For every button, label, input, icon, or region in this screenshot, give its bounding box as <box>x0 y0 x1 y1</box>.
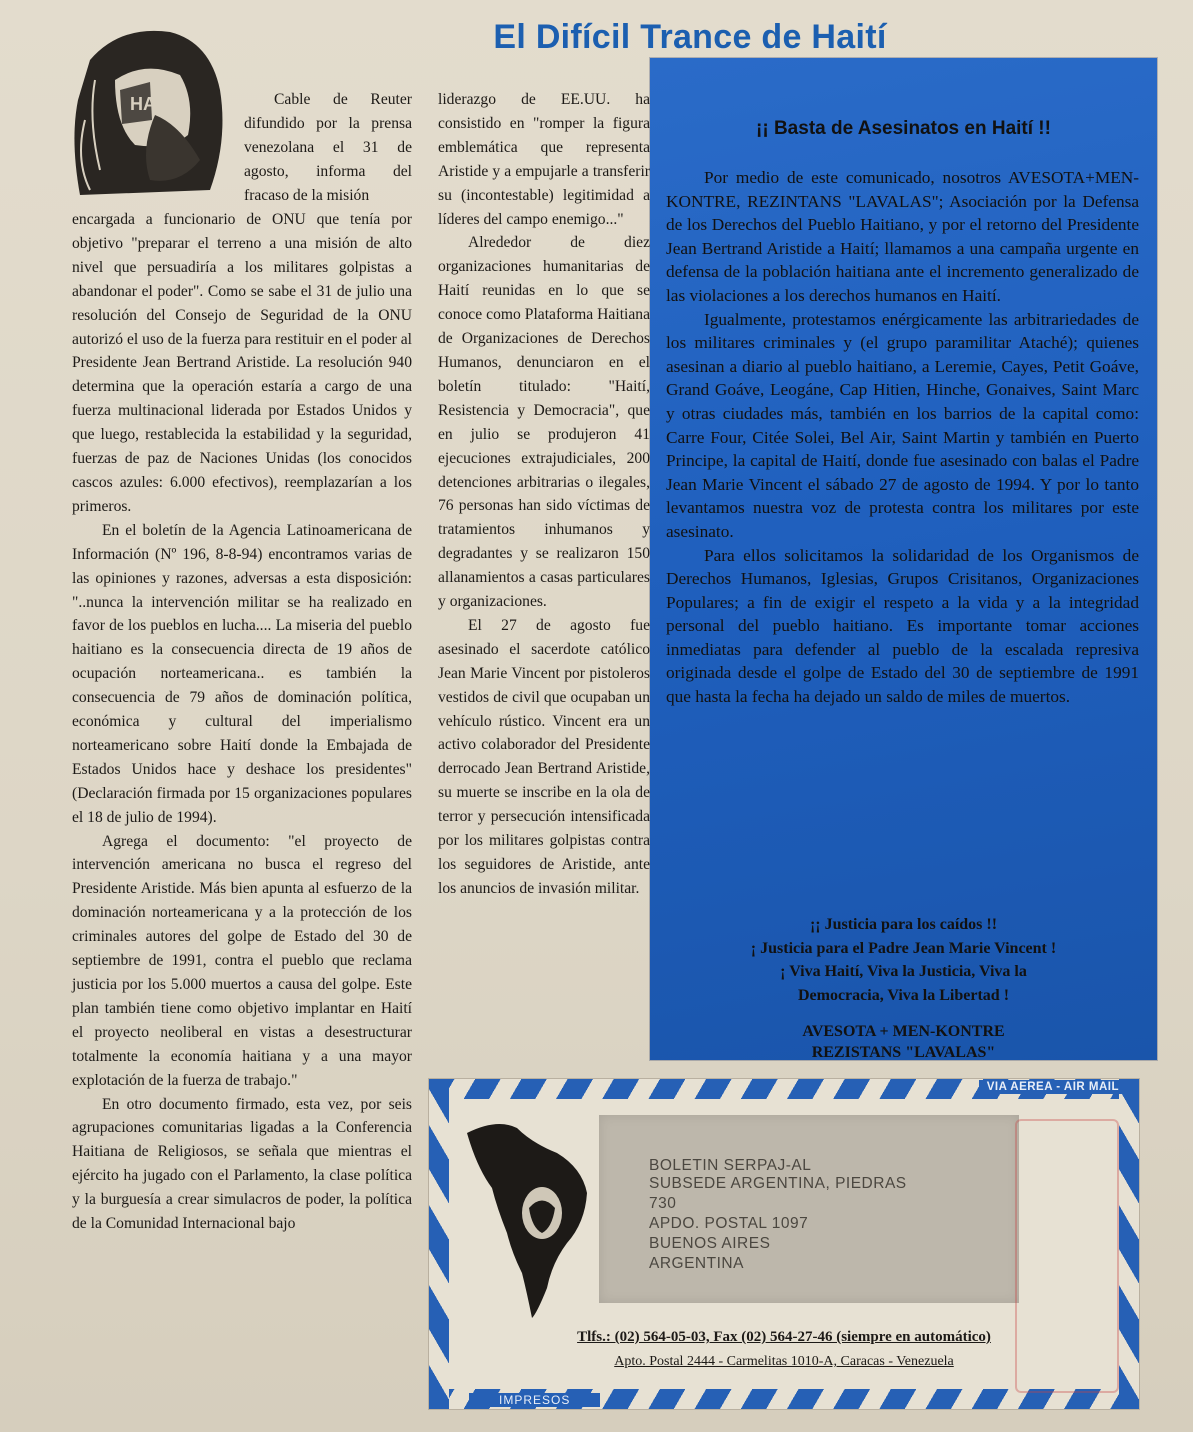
signature-line: REZISTANS "LAVALAS" <box>811 1044 996 1061</box>
slogan: ¡¡ Justicia para los caídos !! <box>809 916 998 933</box>
address-line: SUBSEDE ARGENTINA, PIEDRAS <box>649 1175 907 1192</box>
svg-text:HAITI: HAITI <box>130 94 177 114</box>
paragraph: Igualmente, protestamos enérgicamente las arbitrariedades de los militares criminales y (el grupo paramilitar Ataché); quienes asesinan a diario al pueblo haitiano, a Leremie, Cayes, Petit Goáve, Grand Goáve, Leogáne, Cap Hitien, Hinche, Gonaives, Saint Marc y otras ciudades más, también en los barrios de la capital como: Carre Four, Citée Solei, Bel Air, Saint Martin y también en Puerto Principe, la capital de Haití, donde fue asesinado con balas el Padre Jean Marie Vincent el sábado 27 de agosto de 1994. Y por lo tanto levantamos nuestra voz de protesta contra los militares por este asesinato. <box>666 309 1139 541</box>
communique-body <box>666 166 1139 709</box>
latin-america-map-logo <box>457 1113 597 1323</box>
address-line: 730 <box>649 1195 677 1212</box>
address-label <box>599 1115 1019 1303</box>
address-line: BUENOS AIRES <box>649 1235 771 1252</box>
paragraph: Por medio de este comunicado, nosotros AVESOTA+MEN-KONTRE, REZINTANS "LAVALAS"; Asociación por la Defensa de los Derechos del Pueblo Haitiano, y por el retorno del Presidente Jean Bertrand Aristide a Haití; llamamos a una campaña urgente en defensa de la población haitiana ante el incremento generalizado de las violaciones a los derechos humanos en Haití. <box>666 168 1139 305</box>
postage-meter-stamp <box>1015 1119 1119 1393</box>
airmail-label: VIA AEREA - AIR MAIL <box>979 1080 1127 1094</box>
signature <box>650 1021 1157 1063</box>
contact-phone: Tlfs.: (02) 564-05-03, Fax (02) 564-27-46 (siempre en automático) <box>577 1329 991 1345</box>
paragraph: Cable de Reuter difundido por la prensa venezolana el 31 de agosto, informa del fracaso de la misión <box>244 91 412 204</box>
slogan: ¡ Viva Haití, Viva la Justicia, Viva la <box>780 963 1027 980</box>
address-line: BOLETIN SERPAJ-AL <box>649 1157 812 1174</box>
address-line: ARGENTINA <box>649 1255 744 1272</box>
paragraph: En otro documento firmado, esta vez, por seis agrupaciones comunitarias ligadas a la Conferencia Haitiana de Religiosos, se señala que mientras el ejército ha jugado con el Parlamento, la clase política y la burguesía a crear simulacros de poder, la política de la Comunidad Internacional bajo <box>72 1095 412 1233</box>
haiti-figure-illustration <box>60 20 238 200</box>
communique-box <box>650 58 1157 1060</box>
slogans <box>650 913 1157 1007</box>
paragraph: El 27 de agosto fue asesinado el sacerdote católico Jean Marie Vincent por pistoleros vestidos de civil que ocupaban un vehículo rústico. Vincent era un activo colaborador del Presidente derrocado Jean Bertrand Aristide, su muerte se inscribe en la ola de terror y persecución intensificada por los militares golpistas contra los seguidores de Aristide, ante los anuncios de invasión militar. <box>438 616 650 897</box>
signature-line: AVESOTA + MEN-KONTRE <box>802 1023 1005 1040</box>
impresos-label: IMPRESOS <box>469 1393 600 1407</box>
paragraph: encargada a funcionario de ONU que tenía por objetivo "preparar el terreno a una misión de alto nivel que persuadiría a los militares golpistas a abandonar el poder". Como se sabe el 31 de julio una resolución del Consejo de Seguridad de la ONU autorizó el uso de la fuerza para restituir en el poder al Presidente Jean Bertrand Aristide. La resolución 940 determina que la operación estaría a cargo de una fuerza multinacional liderada por Estados Unidos y que luego, restablecida la estabilidad y la seguridad, fuerzas de paz de Naciones Unidas (los conocidos cascos azules: 6.000 efectivos), reemplazarían a los primeros. <box>72 211 412 515</box>
paragraph: Alrededor de diez organizaciones humanitarias de Haití reunidas en lo que se conoce como Plataforma Haitiana de Organizaciones de Derechos Humanos, denunciaron en el boletín titulado: "Haití, Resistencia y Democracia", que en julio se produjeron 41 ejecuciones extrajudiciales, 200 detenciones arbitrarias o ilegales, 76 personas han sido víctimas de tratamientos inhumanos y degradantes y se realizaron 150 allanamientos a casas particulares y organizaciones. <box>438 234 650 611</box>
address-line: APDO. POSTAL 1097 <box>649 1215 809 1232</box>
article-column-2 <box>438 88 650 901</box>
page-title: El Difícil Trance de Haití <box>493 18 887 56</box>
slogan: Democracia, Viva la Libertad ! <box>797 986 1010 1004</box>
contact-address: Apto. Postal 2444 - Carmelitas 1010-A, Caracas - Venezuela <box>614 1354 954 1369</box>
paragraph: En el boletín de la Agencia Latinoamericana de Información (Nº 196, 8-8-94) encontramos varias de las opiniones y razones, adversas a esta disposición: "..nunca la intervención militar se ha realizado en favor de los pueblos en lucha.... La miseria del pueblo haitiano es la consecuencia directa de 19 años de ocupación norteamericana.. es también la consecuencia de 79 años de dominación política, económica y cultural del imperialismo norteamericano sobre Haití donde la Embajada de Estados Unidos hace y deshace los presidentes" (Declaración firmada por 15 organizaciones populares el 18 de julio de 1994). <box>72 521 412 826</box>
communique-heading: ¡¡ Basta de Asesinatos en Haití !! <box>756 118 1051 139</box>
paragraph: Para ellos solicitamos la solidaridad de los Organismos de Derechos Humanos, Iglesias, Grupos Crisitanos, Organizaciones Populares; a fin de exigir el respeto a la vida y a la integridad personal del pueblo haitiano. Es importante tomar acciones inmediatas para defender al pueblo de la escalada represiva originada desde el golpe de Estado del 30 de septiembre de 1991 que hasta la fecha ha dejado un saldo de miles de muertos. <box>666 545 1139 707</box>
slogan: ¡ Justicia para el Padre Jean Marie Vincent ! <box>750 939 1057 957</box>
article-column-1 <box>72 208 412 1236</box>
paragraph: Agrega el documento: "el proyecto de intervención americana no busca el regreso del Presidente Aristide. Más bien apunta al esfuerzo de la dominación norteamericana y a la protección de los criminales autores del golpe de Estado del 30 de septiembre de 1991, contra el pueblo que reclama justicia por los 5.000 muertos a causa del golpe. Este plan también tiene como objetivo implantar en Haití el proyecto neoliberal en vistas a desestructurar totalmente la economía haitiana y a una mayor explotación de la fuerza de trabajo." <box>72 832 412 1089</box>
article-column-1-top <box>244 88 412 208</box>
airmail-envelope <box>428 1078 1140 1410</box>
paragraph: liderazgo de EE.UU. ha consistido en "romper la figura emblemática que representa Aristide y a empujarle a transferir su (incontestable) legitimidad a líderes del campo enemigo..." <box>438 91 650 228</box>
